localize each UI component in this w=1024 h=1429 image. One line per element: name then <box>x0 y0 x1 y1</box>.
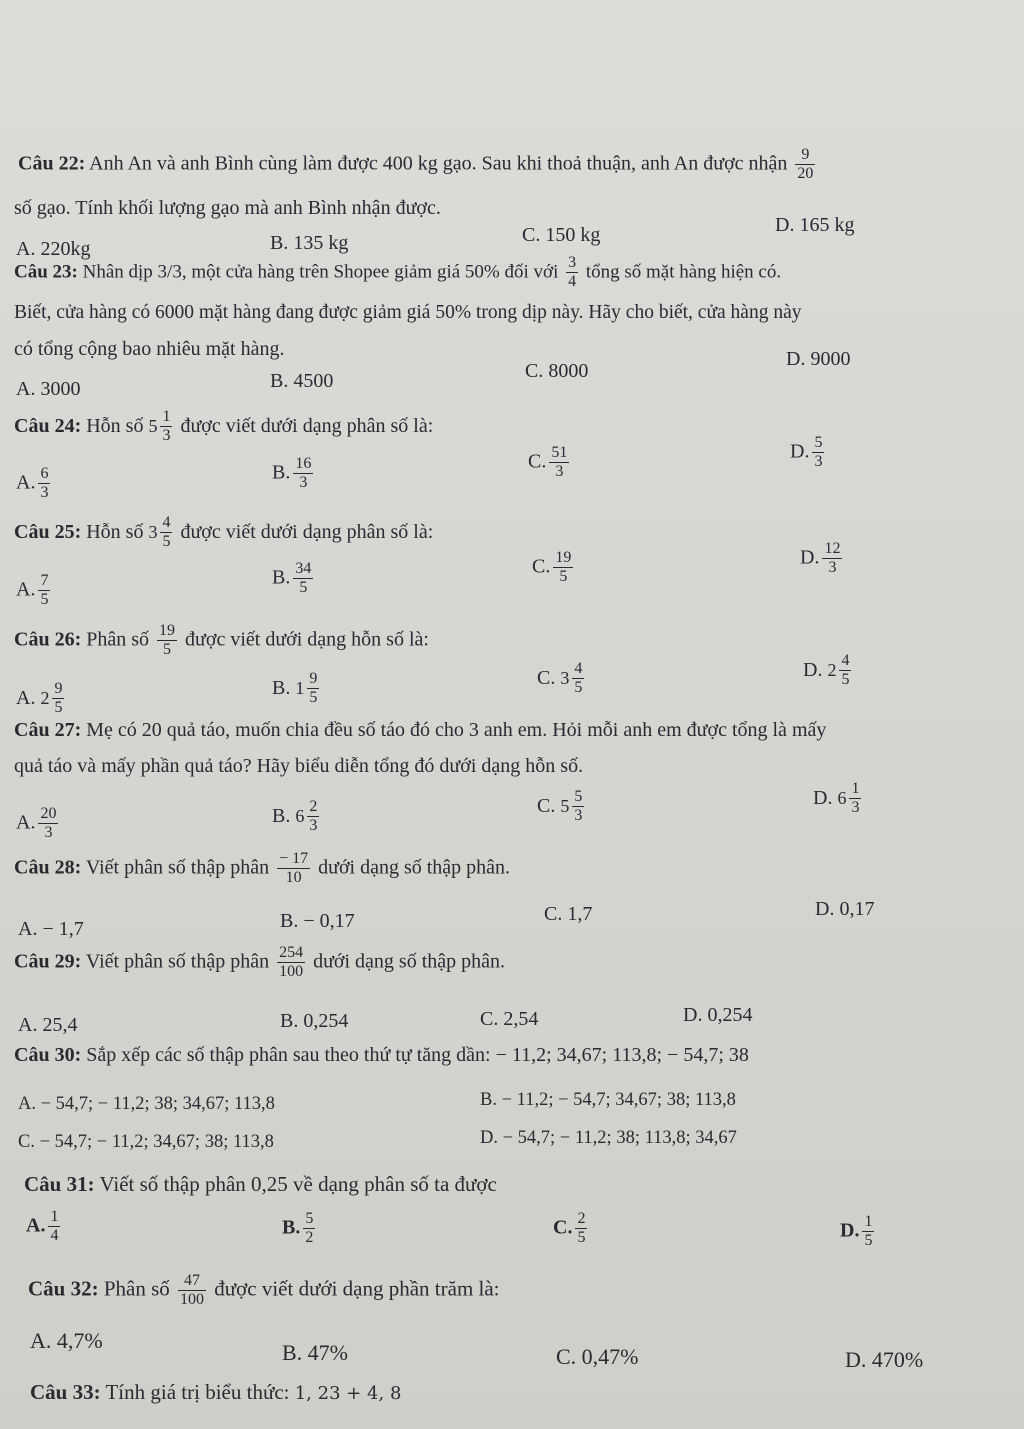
question-text: Viết số thập phân 0,25 về dạng phân số ta được <box>99 1172 497 1196</box>
question-text-end: được viết dưới dạng phân số là: <box>180 415 434 438</box>
question-text-end: tổng số mặt hàng hiện có. <box>585 261 782 283</box>
option-c: C. $\frac{19}{5}$ <box>532 549 572 586</box>
question-30 <box>14 1043 749 1067</box>
option-d: D. 0,254 <box>683 1004 753 1026</box>
option-c: C. 2,54 <box>480 1008 539 1030</box>
question-text-end: được viết dưới dạng phân số là: <box>180 521 434 544</box>
mixed-number: 3 $\frac{4}{5}$ <box>148 514 171 551</box>
question-label: Câu 33: <box>30 1380 101 1404</box>
fraction: $\frac{3}{4}$ <box>568 254 577 291</box>
option-d: D. 2 $\frac{4}{5}$ <box>803 652 850 689</box>
question-text: Viết phân số thập phân <box>85 950 270 973</box>
option-b: B. 135 kg <box>270 232 349 254</box>
option-b: B. 4500 <box>270 370 334 392</box>
option-b: B. $\frac{34}{5}$ <box>272 560 312 597</box>
question-text: Mẹ có 20 quả táo, muốn chia đều số táo đó cho 3 anh em. Hỏi mỗi anh em được tổng là mấy <box>86 719 827 741</box>
option-d: D. 0,17 <box>815 898 875 920</box>
question-text: Sắp xếp các số thập phân sau theo thứ tự tăng dần: − 11,2; 34,67; 113,8; − 54,7; 38 <box>86 1044 749 1066</box>
option-c: C. 150 kg <box>522 224 601 246</box>
question-22-line2: số gạo. Tính khối lượng gạo mà anh Bình nhận được. <box>14 197 441 219</box>
option-b: B. 1 $\frac{9}{5}$ <box>272 670 318 707</box>
option-c: C. $\frac{2}{5}$ <box>553 1210 586 1247</box>
question-label: Câu 29: <box>14 950 82 973</box>
mixed-number: 5 $\frac{1}{3}$ <box>148 408 171 445</box>
option-a: A. 220kg <box>16 238 91 260</box>
option-a: A. $\frac{1}{4}$ <box>26 1208 59 1245</box>
option-a: A. − 54,7; − 11,2; 38; 34,67; 113,8 <box>18 1094 275 1114</box>
option-d: D. 470% <box>845 1347 924 1372</box>
question-33 <box>30 1380 401 1405</box>
option-a: A. 2 $\frac{9}{5}$ <box>16 680 63 717</box>
option-c: C. 5 $\frac{5}{3}$ <box>537 788 583 825</box>
option-c: C. 8000 <box>525 360 589 382</box>
question-23-line2: Biết, cửa hàng có 6000 mặt hàng đang được giảm giá 50% trong dịp này. Hãy cho biết, cửa hàng này <box>14 302 802 323</box>
question-27 <box>14 718 826 742</box>
question-23-line3: có tổng cộng bao nhiêu mặt hàng. <box>14 338 285 360</box>
question-label: Câu 25: <box>14 521 82 544</box>
question-text: Phân số <box>86 628 150 651</box>
question-text: Hỗn số <box>86 521 144 544</box>
option-a: A. 4,7% <box>30 1328 103 1353</box>
question-text: Viết phân số thập phân <box>85 856 270 879</box>
question-text: Phân số <box>103 1276 170 1301</box>
option-c: C. 0,47% <box>556 1344 639 1369</box>
expression: 1, 23 + 4, 8 <box>294 1383 402 1404</box>
question-text-end: dưới dạng số thập phân. <box>318 856 511 879</box>
option-d: D. 165 kg <box>775 214 855 236</box>
question-label: Câu 24: <box>14 415 82 438</box>
option-b: B. $\frac{5}{2}$ <box>282 1210 314 1247</box>
option-d: D. $\frac{1}{5}$ <box>840 1213 873 1250</box>
question-22 <box>18 146 818 184</box>
question-text: Tính giá trị biểu thức: <box>105 1380 290 1404</box>
option-b: B. 6 $\frac{2}{3}$ <box>272 798 318 835</box>
fraction: $\frac{19}{5}$ <box>159 622 176 659</box>
question-text: Hỗn số <box>86 415 144 438</box>
question-label: Câu 32: <box>28 1276 99 1301</box>
question-29 <box>14 944 505 982</box>
option-d: D. 9000 <box>786 348 851 370</box>
option-c: C. $\frac{51}{3}$ <box>528 444 568 481</box>
option-d: D. $\frac{5}{3}$ <box>790 434 823 471</box>
option-a: A. 3000 <box>16 378 81 400</box>
question-label: Câu 27: <box>14 719 82 741</box>
question-label: Câu 26: <box>14 628 82 651</box>
question-label: Câu 30: <box>14 1044 82 1066</box>
option-b: B. − 11,2; − 54,7; 34,67; 38; 113,8 <box>480 1090 736 1110</box>
question-label: Câu 31: <box>24 1172 95 1196</box>
question-label: Câu 22: <box>18 152 86 175</box>
option-a: A. − 1,7 <box>18 918 84 940</box>
question-text-end: được viết dưới dạng hỗn số là: <box>185 628 429 651</box>
question-28 <box>14 850 510 888</box>
question-text-end: dưới dạng số thập phân. <box>313 950 506 973</box>
option-c: C. − 54,7; − 11,2; 34,67; 38; 113,8 <box>18 1132 274 1152</box>
option-b: B. 47% <box>282 1340 348 1365</box>
option-a: A. $\frac{20}{3}$ <box>16 805 57 842</box>
option-b: B. 0,254 <box>280 1010 349 1032</box>
fraction: $\frac{- 17}{10}$ <box>279 850 309 887</box>
option-d: D. 6 $\frac{1}{3}$ <box>813 780 860 817</box>
fraction: $\frac{9}{20}$ <box>797 146 814 183</box>
option-b: B. $\frac{16}{3}$ <box>272 455 312 492</box>
question-text-end: được viết dưới dạng phần trăm là: <box>214 1276 500 1301</box>
option-a: A. 25,4 <box>18 1014 78 1036</box>
question-31 <box>24 1172 497 1197</box>
question-label: Câu 28: <box>14 856 82 879</box>
option-c: C. 1,7 <box>544 903 593 925</box>
option-c: C. 3 $\frac{4}{5}$ <box>537 660 583 697</box>
question-32 <box>28 1272 500 1310</box>
question-27-line2: quả táo và mấy phần quả táo? Hãy biểu diễn tổng đó dưới dạng hỗn số. <box>14 755 584 777</box>
question-23 <box>14 254 781 292</box>
fraction: $\frac{47}{100}$ <box>180 1272 205 1309</box>
fraction: $\frac{254}{100}$ <box>279 944 304 981</box>
question-26 <box>14 622 429 660</box>
question-25 <box>14 514 433 552</box>
option-b: B. − 0,17 <box>280 910 355 932</box>
option-a: A. $\frac{6}{3}$ <box>16 465 49 502</box>
question-text: Anh An và anh Bình cùng làm được 400 kg gạo. Sau khi thoả thuận, anh An được nhận <box>89 152 788 175</box>
question-label: Câu 23: <box>14 261 78 283</box>
question-24 <box>14 408 433 446</box>
option-d: D. $\frac{12}{3}$ <box>800 540 841 577</box>
option-d: D. − 54,7; − 11,2; 38; 113,8; 34,67 <box>480 1128 737 1148</box>
question-text: Nhân dịp 3/3, một cửa hàng trên Shopee giảm giá 50% đối với <box>82 261 559 283</box>
option-a: A. $\frac{7}{5}$ <box>16 572 49 609</box>
